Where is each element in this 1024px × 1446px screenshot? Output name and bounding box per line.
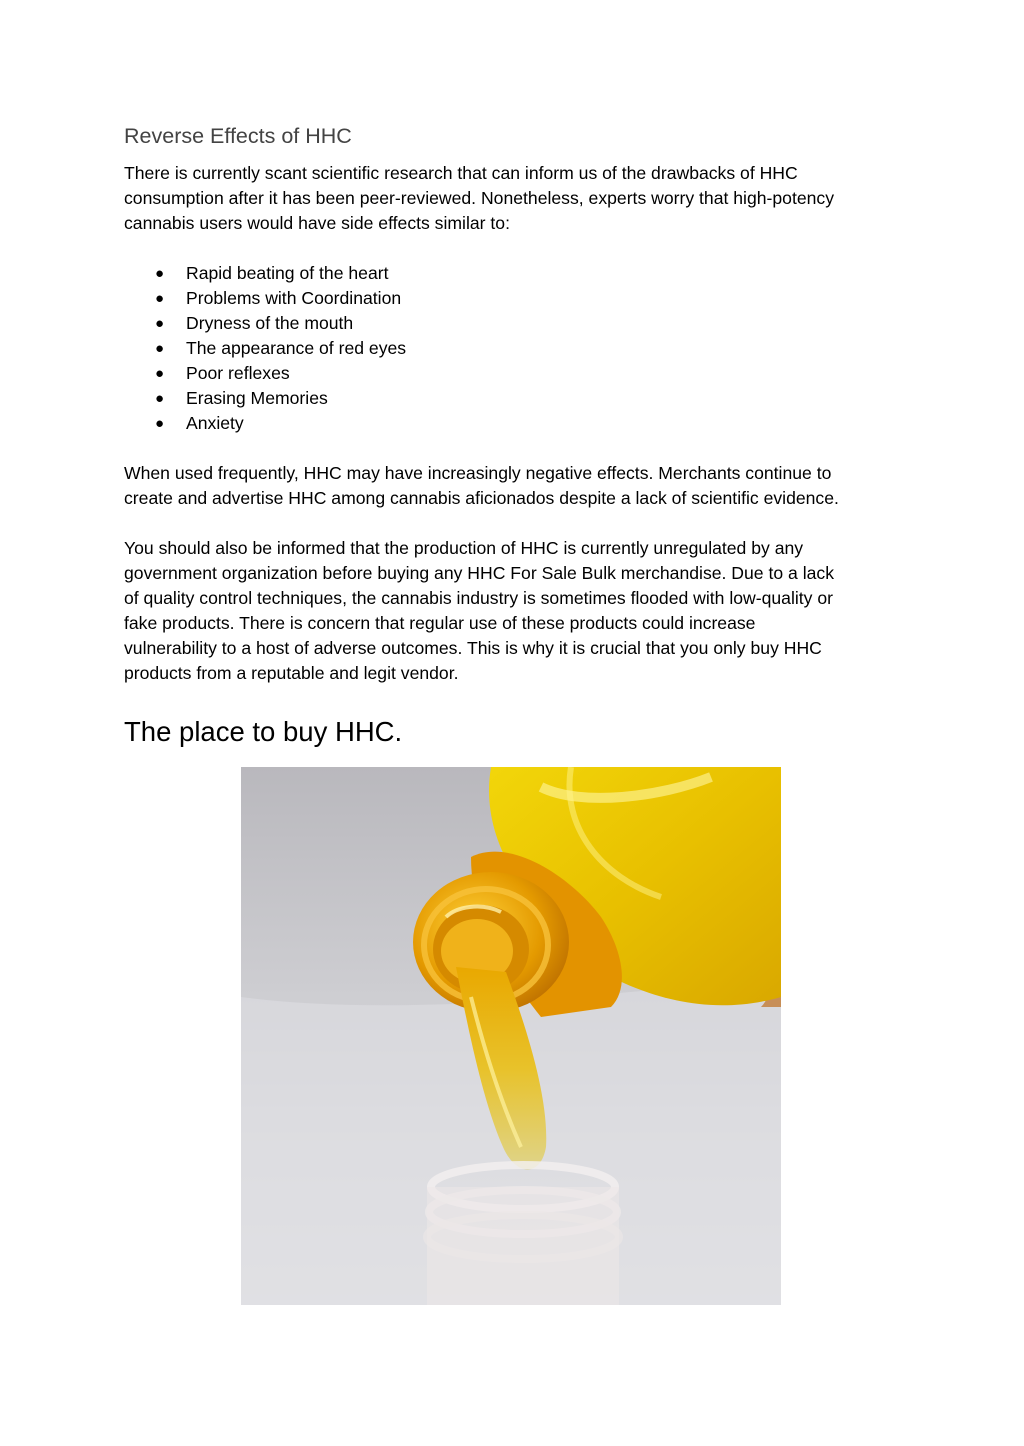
side-effects-list	[124, 261, 406, 436]
list-item-label: Rapid beating of the heart	[186, 263, 389, 283]
section-heading: Reverse Effects of HHC	[124, 124, 352, 148]
frequent-use-paragraph	[124, 461, 904, 511]
paragraph-line: You should also be informed that the production of HHC is currently unregulated by any	[124, 538, 804, 558]
main-heading: The place to buy HHC.	[124, 716, 403, 747]
paragraph-line: create and advertise HHC among cannabis aficionados despite a lack of scientific evidence.	[124, 488, 839, 508]
paragraph-line: of quality control techniques, the cannabis industry is sometimes flooded with low-quality or	[124, 588, 833, 608]
bullet-icon: ●	[155, 340, 165, 357]
paragraph-line: When used frequently, HHC may have increasingly negative effects. Merchants continue to	[124, 463, 832, 483]
bullet-icon: ●	[155, 265, 165, 282]
intro-paragraph	[124, 161, 904, 236]
list-item	[124, 311, 406, 336]
intro-line: cannabis users would have side effects similar to:	[124, 213, 510, 233]
intro-line: consumption after it has been peer-reviewed. Nonetheless, experts worry that high-potency	[124, 188, 834, 208]
list-item-label: Dryness of the mouth	[186, 313, 354, 333]
list-item-label: Problems with Coordination	[186, 288, 402, 308]
paragraph-line: fake products. There is concern that regular use of these products could increase	[124, 613, 756, 633]
bullet-icon: ●	[155, 390, 165, 407]
list-item	[124, 336, 406, 361]
regulation-paragraph	[124, 536, 904, 686]
list-item	[124, 261, 406, 286]
bullet-icon: ●	[155, 315, 165, 332]
list-item-label: Poor reflexes	[186, 363, 290, 383]
paragraph-line: vulnerability to a host of adverse outcomes. This is why it is crucial that you only buy HHC	[124, 638, 822, 658]
bullet-icon: ●	[155, 415, 165, 432]
bullet-icon: ●	[155, 290, 165, 307]
list-item	[124, 411, 406, 436]
list-item	[124, 361, 406, 386]
list-item	[124, 386, 406, 411]
bullet-icon: ●	[155, 365, 165, 382]
list-item	[124, 286, 406, 311]
list-item-label: Anxiety	[186, 413, 244, 433]
list-item-label: Erasing Memories	[186, 388, 328, 408]
paragraph-line: government organization before buying any HHC For Sale Bulk merchandise. Due to a lack	[124, 563, 834, 583]
hhc-oil-photo	[241, 767, 781, 1305]
paragraph-line: products from a reputable and legit vendor.	[124, 663, 459, 683]
list-item-label: The appearance of red eyes	[186, 338, 407, 358]
intro-line: There is currently scant scientific research that can inform us of the drawbacks of HHC	[124, 163, 798, 183]
